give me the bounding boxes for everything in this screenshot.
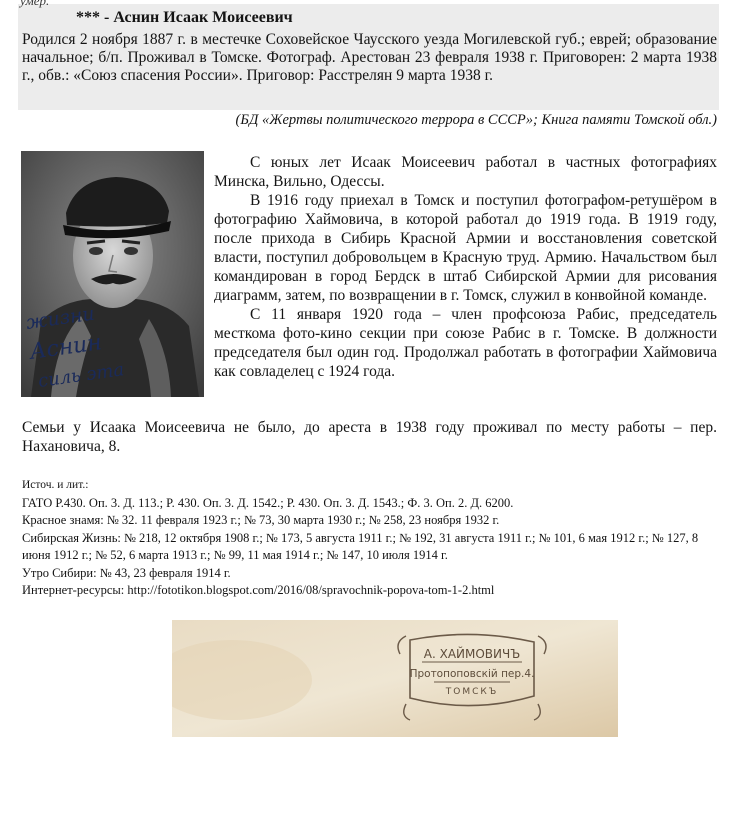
- reference-item: Утро Сибири: № 43, 23 февраля 1914 г.: [22, 565, 231, 580]
- paragraph-continuation: Семьи у Исаака Моисеевича не было, до ареста в 1938 году проживал по месту работы – пер. Нахановича, 8.: [22, 419, 717, 455]
- portrait-photo: [21, 151, 204, 397]
- photo-inscription: Аснин: [28, 330, 104, 365]
- main-text-block: [214, 153, 717, 381]
- reference-item[interactable]: Интернет-ресурсы: http://fototikon.blogspot.com/2016/08/spravochnik-popova-tom-1-2.html: [22, 583, 495, 597]
- stamp-city: ТОМСКЪ: [445, 687, 499, 697]
- svg-text:жизни: жизни: [24, 302, 96, 334]
- reference-item: Сибирская Жизнь: № 218, 12 октября 1908 г.; № 173, 5 августа 1911 г.; № 192, 31 августа 1911 г.; № 101, 6 мая 1912 г.; № 127, 8 июня 1912 г.; № 52, 6 марта 1913 г.; № 99, 11 мая 1914 г.; № 147, 10 июля 1914 г.: [22, 530, 699, 562]
- biography-summary: Родился 2 ноября 1887 г. в местечке Соховейское Чаусского уезда Могилевской губ.; еврей; образование начальное; б/п. Проживал в Томске. Фотограф. Арестован 23 февраля 1938 г. Приговорен: 2 марта 1938 г., обв.: «Союз спасения России». Приговор: Расстрелян 9 марта 1938 г.: [22, 31, 717, 84]
- paragraph-3: С 11 января 1920 года – член профсоюза Рабис, председатель месткома фото-кино секции при союзе Рабис в г. Томске. В должности председателя был один год. Продолжал работать в фотографии Хаймовича как совладелец с 1924 года.: [214, 306, 717, 380]
- reference-item: Красное знамя: № 32. 11 февраля 1923 г.; № 73, 30 марта 1930 г.; № 258, 23 ноября 1932 г.: [22, 513, 500, 527]
- cut-off-text: умер.: [20, 0, 50, 8]
- references-heading: Источ. и лит.:: [22, 479, 89, 491]
- stamp-address: Протопоповскiй пер.4.: [409, 668, 535, 680]
- references: [22, 477, 712, 600]
- paragraph-2: В 1916 году приехал в Томск и поступил фотографом-ретушёром в фотографию Хаймовича, в которой работал до 1919 года. В 1919 году, после прихода в Сибирь Красной Армии и восстановления советской власти, поступил добровольцем в Красную труд. Армию. Начальством был командирован в город Бердск в штаб Сибирской Армии для рисования диаграмм, затем, по возвращении в г. Томск, служил в конвойной команде.: [214, 192, 717, 304]
- stamp-studio-name: А. ХАЙМОВИЧЪ: [423, 647, 521, 661]
- paragraph-1: С юных лет Исаак Моисеевич работал в частных фотографиях Минска, Вильно, Одессы.: [214, 154, 717, 190]
- photo-studio-card: [172, 620, 618, 737]
- person-name-heading: *** - Аснин Исаак Моисеевич: [76, 9, 293, 26]
- source-citation: (БД «Жертвы политического террора в СССР»; Книга памяти Томской обл.): [235, 112, 717, 128]
- reference-item: ГАТО Р.430. Оп. 3. Д. 113.; Р. 430. Оп. 3. Д. 1542.; Р. 430. Оп. 3. Д. 1543.; Ф. 3. Оп. 2. Д. 6200.: [22, 495, 514, 510]
- svg-text:силь эта: силь эта: [36, 359, 126, 392]
